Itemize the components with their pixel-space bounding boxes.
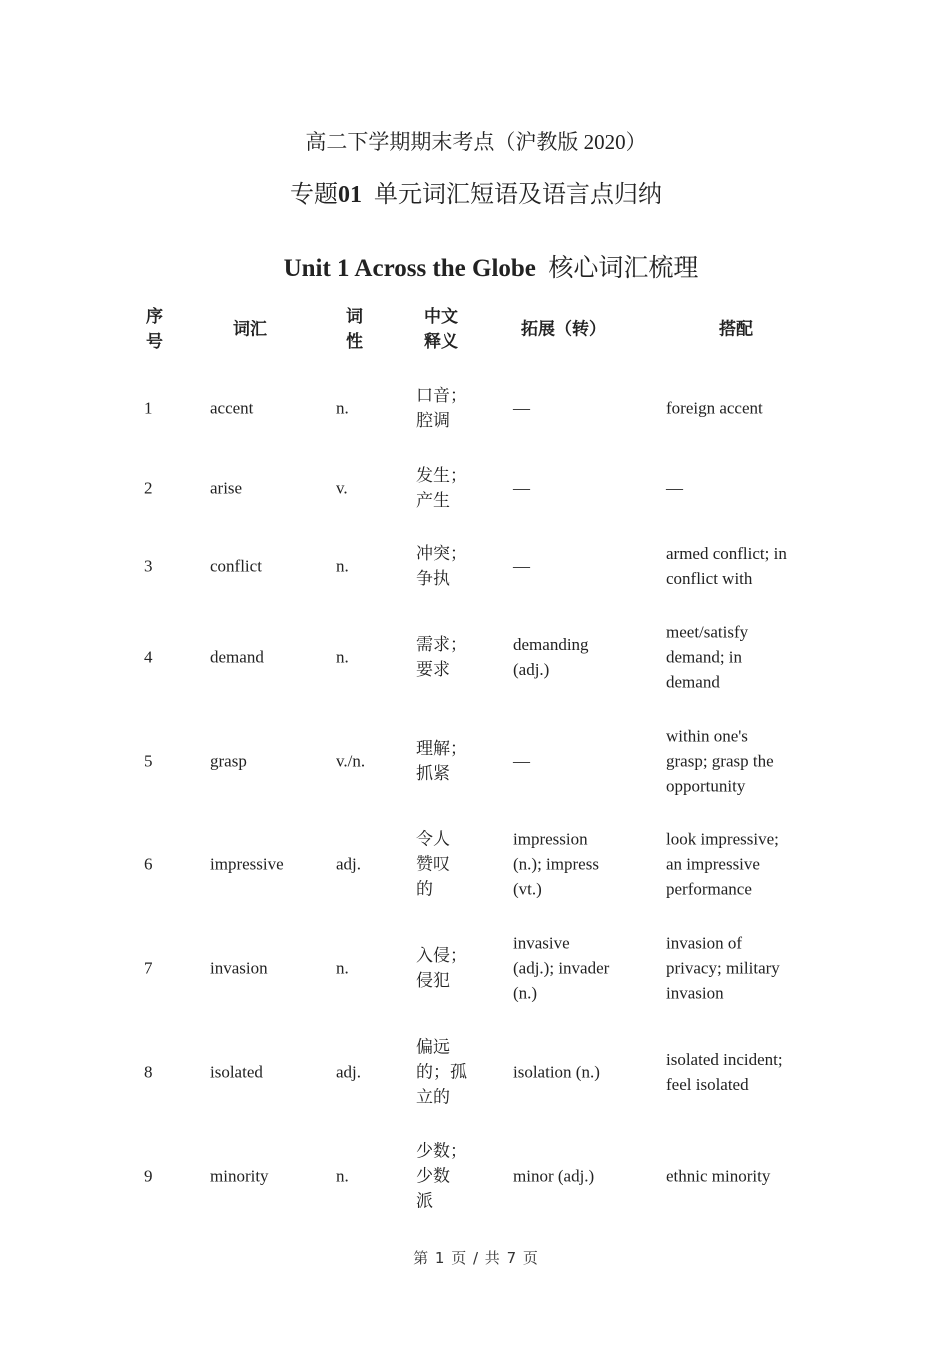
cell-meaning: 发生； 产生 bbox=[416, 466, 467, 510]
cell-extension: impression (n.); impress (vt.) bbox=[513, 829, 599, 899]
unit-heading bbox=[0, 248, 952, 284]
cell-word: accent bbox=[210, 398, 254, 418]
cell-word: demand bbox=[210, 647, 264, 667]
header-collocation: 搭配 bbox=[719, 319, 753, 339]
cell-collocation: invasion of privacy; military invasion bbox=[666, 933, 780, 1003]
cell-collocation: look impressive; an impressive performance bbox=[666, 829, 779, 899]
cell-extension: — bbox=[513, 398, 530, 418]
cell-word: impressive bbox=[210, 854, 284, 874]
cell-index: 8 bbox=[144, 1062, 153, 1082]
cell-meaning: 口音； 腔调 bbox=[416, 386, 467, 430]
cell-index: 4 bbox=[144, 647, 153, 667]
cell-index: 5 bbox=[144, 751, 153, 771]
cell-collocation: foreign accent bbox=[666, 398, 763, 418]
cell-pos: v./n. bbox=[336, 751, 366, 771]
cell-meaning: 少数； 少数 派 bbox=[416, 1141, 467, 1211]
cell-collocation: — bbox=[666, 478, 683, 498]
cell-index: 7 bbox=[144, 958, 153, 978]
cell-meaning: 理解； 抓紧 bbox=[416, 739, 467, 783]
cell-index: 3 bbox=[144, 556, 153, 576]
cell-word: minority bbox=[210, 1166, 269, 1186]
subtitle-number: 01 bbox=[338, 182, 362, 208]
cell-index: 1 bbox=[144, 398, 153, 418]
cell-pos: n. bbox=[336, 958, 349, 978]
cell-extension: isolation (n.) bbox=[513, 1062, 600, 1082]
cell-extension: — bbox=[513, 751, 530, 771]
cell-pos: n. bbox=[336, 398, 349, 418]
cell-word: arise bbox=[210, 478, 243, 498]
header-extension: 拓展（转） bbox=[521, 319, 606, 339]
cell-index: 6 bbox=[144, 854, 153, 874]
cell-collocation: within one's grasp; grasp the opportunity bbox=[666, 726, 774, 796]
cell-word: conflict bbox=[210, 556, 262, 576]
cell-pos: n. bbox=[336, 647, 349, 667]
cell-meaning: 冲突； 争执 bbox=[416, 544, 467, 588]
cell-extension: invasive (adj.); invader (n.) bbox=[513, 933, 610, 1003]
cell-meaning: 令人 赞叹 的 bbox=[416, 829, 450, 899]
header-pos: 词 性 bbox=[346, 307, 363, 351]
cell-extension: minor (adj.) bbox=[513, 1166, 595, 1186]
cell-collocation: isolated incident; feel isolated bbox=[666, 1050, 783, 1094]
subtitle-prefix: 专题 bbox=[290, 182, 338, 208]
cell-word: isolated bbox=[210, 1062, 263, 1082]
cell-pos: n. bbox=[336, 556, 349, 576]
header-word: 词汇 bbox=[233, 319, 267, 339]
document-subtitle bbox=[0, 174, 952, 209]
unit-title-cn: 核心词汇梳理 bbox=[548, 255, 699, 282]
cell-index: 2 bbox=[144, 478, 153, 498]
unit-title: Unit 1 Across the Globe bbox=[283, 255, 536, 282]
cell-word: grasp bbox=[210, 751, 247, 771]
cell-index: 9 bbox=[144, 1166, 153, 1186]
cell-collocation: meet/satisfy demand; in demand bbox=[666, 622, 749, 692]
cell-pos: adj. bbox=[336, 854, 362, 874]
cell-collocation: ethnic minority bbox=[666, 1166, 771, 1186]
cell-meaning: 偏远 的；孤 立的 bbox=[416, 1037, 467, 1107]
cell-pos: adj. bbox=[336, 1062, 362, 1082]
cell-pos: n. bbox=[336, 1166, 349, 1186]
cell-extension: demanding (adj.) bbox=[513, 635, 589, 679]
cell-collocation: armed conflict; in conflict with bbox=[666, 544, 787, 588]
page-footer: 第 1 页 / 共 7 页 bbox=[413, 1249, 539, 1267]
document-title: 高二下学期期末考点（沪教版 2020） bbox=[305, 130, 647, 154]
cell-extension: — bbox=[513, 556, 530, 576]
cell-pos: v. bbox=[336, 478, 348, 498]
subtitle-text: 单元词汇短语及语言点归纳 bbox=[374, 182, 662, 208]
header-index: 序 号 bbox=[146, 307, 163, 351]
cell-word: invasion bbox=[210, 958, 268, 978]
cell-meaning: 需求； 要求 bbox=[416, 635, 467, 679]
cell-extension: — bbox=[513, 478, 530, 498]
cell-meaning: 入侵； 侵犯 bbox=[416, 946, 467, 990]
header-meaning: 中文 释义 bbox=[424, 307, 458, 351]
